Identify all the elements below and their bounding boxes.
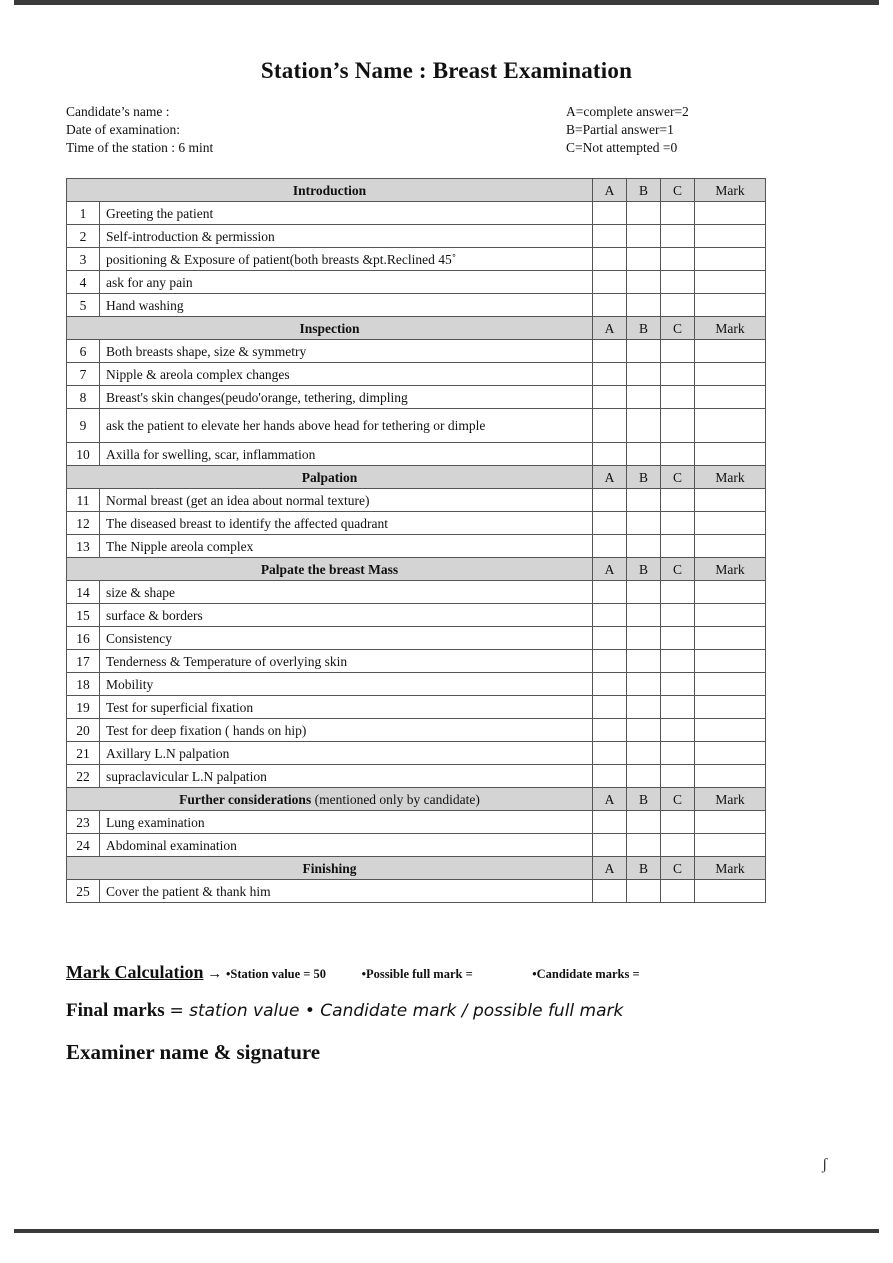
score-cell-a[interactable] xyxy=(593,386,627,409)
section-title xyxy=(67,317,593,340)
checklist-row xyxy=(67,512,766,535)
score-cell-mark[interactable] xyxy=(695,248,766,271)
bottom-border-rule xyxy=(14,1229,879,1233)
score-cell-c[interactable] xyxy=(661,880,695,903)
item-text: size & shape xyxy=(100,581,593,604)
score-cell-mark[interactable] xyxy=(695,719,766,742)
item-text: Lung examination xyxy=(100,811,593,834)
item-number: 22 xyxy=(67,765,100,788)
checklist-row xyxy=(67,627,766,650)
score-cell-a[interactable] xyxy=(593,696,627,719)
score-cell-c[interactable] xyxy=(661,248,695,271)
item-text: ask the patient to elevate her hands above head for tethering or dimple xyxy=(100,409,593,443)
score-cell-c[interactable] xyxy=(661,627,695,650)
score-cell-mark[interactable] xyxy=(695,271,766,294)
score-cell-mark[interactable] xyxy=(695,489,766,512)
item-number: 1 xyxy=(67,202,100,225)
item-number: 23 xyxy=(67,811,100,834)
item-number: 20 xyxy=(67,719,100,742)
score-cell-b[interactable] xyxy=(627,225,661,248)
score-cell-b[interactable] xyxy=(627,248,661,271)
score-cell-mark[interactable] xyxy=(695,202,766,225)
checklist-row xyxy=(67,673,766,696)
item-text: Abdominal examination xyxy=(100,834,593,857)
checklist-row xyxy=(67,811,766,834)
checklist-row xyxy=(67,248,766,271)
score-cell-mark[interactable] xyxy=(695,443,766,466)
item-number: 25 xyxy=(67,880,100,903)
score-cell-b[interactable] xyxy=(627,271,661,294)
score-cell-a[interactable] xyxy=(593,512,627,535)
column-a-header: A xyxy=(593,179,627,202)
item-text: positioning & Exposure of patient(both breasts &pt.Reclined 45˚ xyxy=(100,248,593,271)
checklist-row xyxy=(67,386,766,409)
score-cell-a[interactable] xyxy=(593,225,627,248)
score-cell-c[interactable] xyxy=(661,294,695,317)
item-number: 2 xyxy=(67,225,100,248)
score-cell-b[interactable] xyxy=(627,489,661,512)
score-cell-mark[interactable] xyxy=(695,535,766,558)
item-number: 18 xyxy=(67,673,100,696)
score-cell-c[interactable] xyxy=(661,673,695,696)
item-text: Test for deep fixation ( hands on hip) xyxy=(100,719,593,742)
score-cell-a[interactable] xyxy=(593,765,627,788)
score-cell-c[interactable] xyxy=(661,719,695,742)
checklist-row xyxy=(67,742,766,765)
score-cell-mark[interactable] xyxy=(695,880,766,903)
item-text: The Nipple areola complex xyxy=(100,535,593,558)
item-number: 16 xyxy=(67,627,100,650)
column-a-header: A xyxy=(593,857,627,880)
section-header-inspection xyxy=(67,317,766,340)
score-cell-mark[interactable] xyxy=(695,627,766,650)
item-text: surface & borders xyxy=(100,604,593,627)
score-cell-c[interactable] xyxy=(661,811,695,834)
column-a-header: A xyxy=(593,466,627,489)
score-cell-mark[interactable] xyxy=(695,696,766,719)
score-cell-mark[interactable] xyxy=(695,811,766,834)
section-title-text: Introduction xyxy=(292,182,367,198)
section-title-text: Palpation xyxy=(301,469,358,485)
score-cell-a[interactable] xyxy=(593,248,627,271)
score-cell-mark[interactable] xyxy=(695,834,766,857)
score-cell-a[interactable] xyxy=(593,489,627,512)
score-cell-a[interactable] xyxy=(593,271,627,294)
checklist-row xyxy=(67,409,766,443)
score-cell-b[interactable] xyxy=(627,512,661,535)
score-cell-c[interactable] xyxy=(661,340,695,363)
section-title-text: Inspection xyxy=(299,320,360,336)
column-mark-header: Mark xyxy=(695,857,766,880)
score-cell-c[interactable] xyxy=(661,535,695,558)
page-mark: ʃ xyxy=(822,1156,828,1173)
item-text: supraclavicular L.N palpation xyxy=(100,765,593,788)
column-a-header: A xyxy=(593,317,627,340)
item-number: 4 xyxy=(67,271,100,294)
section-title xyxy=(67,466,593,489)
item-number: 17 xyxy=(67,650,100,673)
item-text: Nipple & areola complex changes xyxy=(100,363,593,386)
section-title-text: Finishing xyxy=(302,860,357,876)
score-cell-mark[interactable] xyxy=(695,650,766,673)
score-cell-b[interactable] xyxy=(627,650,661,673)
section-note: (mentioned only by candidate) xyxy=(314,791,480,807)
column-b-header: B xyxy=(627,466,661,489)
score-cell-c[interactable] xyxy=(661,271,695,294)
score-cell-a[interactable] xyxy=(593,811,627,834)
score-cell-mark[interactable] xyxy=(695,409,766,443)
column-b-header: B xyxy=(627,857,661,880)
column-mark-header: Mark xyxy=(695,466,766,489)
examiner-signature-label: Examiner name & signature xyxy=(66,1040,321,1064)
item-text: Both breasts shape, size & symmetry xyxy=(100,340,593,363)
item-text: Axilla for swelling, scar, inflammation xyxy=(100,443,593,466)
arrow-glyph: → xyxy=(207,966,223,982)
score-cell-b[interactable] xyxy=(627,765,661,788)
checklist-row xyxy=(67,765,766,788)
item-text: Greeting the patient xyxy=(100,202,593,225)
item-number: 14 xyxy=(67,581,100,604)
column-mark-header: Mark xyxy=(695,788,766,811)
score-cell-c[interactable] xyxy=(661,834,695,857)
legend-c: C=Not attempted =0 xyxy=(566,140,678,155)
checklist-row xyxy=(67,880,766,903)
section-header-introduction xyxy=(67,179,766,202)
item-text: Axillary L.N palpation xyxy=(100,742,593,765)
score-cell-a[interactable] xyxy=(593,627,627,650)
score-cell-mark[interactable] xyxy=(695,294,766,317)
checklist-row xyxy=(67,535,766,558)
score-cell-mark[interactable] xyxy=(695,742,766,765)
column-c-header: C xyxy=(661,788,695,811)
score-cell-c[interactable] xyxy=(661,489,695,512)
score-cell-b[interactable] xyxy=(627,880,661,903)
column-b-header: B xyxy=(627,558,661,581)
item-number: 6 xyxy=(67,340,100,363)
score-cell-mark[interactable] xyxy=(695,581,766,604)
score-cell-mark[interactable] xyxy=(695,604,766,627)
item-text: Self-introduction & permission xyxy=(100,225,593,248)
mark-calculation-label: Mark Calculation xyxy=(66,962,204,982)
section-title xyxy=(67,558,593,581)
checklist-row xyxy=(67,202,766,225)
item-text: Mobility xyxy=(100,673,593,696)
item-number: 21 xyxy=(67,742,100,765)
score-cell-b[interactable] xyxy=(627,386,661,409)
score-cell-mark[interactable] xyxy=(695,225,766,248)
column-mark-header: Mark xyxy=(695,179,766,202)
score-cell-c[interactable] xyxy=(661,765,695,788)
item-text: Cover the patient & thank him xyxy=(100,880,593,903)
score-cell-b[interactable] xyxy=(627,535,661,558)
column-a-header: A xyxy=(593,558,627,581)
station-value: •Station value = 50 xyxy=(226,967,327,981)
score-cell-c[interactable] xyxy=(661,512,695,535)
checklist-row xyxy=(67,271,766,294)
score-cell-a[interactable] xyxy=(593,363,627,386)
score-cell-b[interactable] xyxy=(627,673,661,696)
section-header-further xyxy=(67,788,766,811)
section-header-finishing xyxy=(67,857,766,880)
item-number: 11 xyxy=(67,489,100,512)
score-cell-c[interactable] xyxy=(661,386,695,409)
item-number: 12 xyxy=(67,512,100,535)
item-number: 8 xyxy=(67,386,100,409)
score-cell-a[interactable] xyxy=(593,742,627,765)
column-b-header: B xyxy=(627,317,661,340)
score-cell-b[interactable] xyxy=(627,581,661,604)
checklist-row xyxy=(67,294,766,317)
score-cell-c[interactable] xyxy=(661,363,695,386)
page-title: Station’s Name : Breast Examination xyxy=(260,58,633,83)
candidate-name-label: Candidate’s name : xyxy=(66,104,170,119)
section-header-mass xyxy=(67,558,766,581)
score-cell-b[interactable] xyxy=(627,696,661,719)
score-cell-a[interactable] xyxy=(593,673,627,696)
score-cell-c[interactable] xyxy=(661,202,695,225)
possible-full-mark: •Possible full mark = xyxy=(361,967,473,981)
column-c-header: C xyxy=(661,857,695,880)
legend-b: B=Partial answer=1 xyxy=(566,122,674,137)
score-cell-a[interactable] xyxy=(593,581,627,604)
mark-calculation xyxy=(66,962,846,983)
checklist-row xyxy=(67,363,766,386)
score-cell-b[interactable] xyxy=(627,627,661,650)
score-cell-a[interactable] xyxy=(593,340,627,363)
section-title-text: Palpate the breast Mass xyxy=(260,561,399,577)
score-cell-b[interactable] xyxy=(627,409,661,443)
section-title xyxy=(67,179,593,202)
score-cell-a[interactable] xyxy=(593,604,627,627)
candidate-info xyxy=(66,103,213,157)
checklist-row xyxy=(67,696,766,719)
scoring-legend xyxy=(566,103,689,157)
section-header-palpation xyxy=(67,466,766,489)
item-number: 7 xyxy=(67,363,100,386)
final-marks-formula: = station value • Candidate mark / possible full mark xyxy=(169,1001,624,1021)
score-cell-a[interactable] xyxy=(593,535,627,558)
column-c-header: C xyxy=(661,179,695,202)
score-cell-c[interactable] xyxy=(661,409,695,443)
item-text: The diseased breast to identify the affected quadrant xyxy=(100,512,593,535)
score-cell-c[interactable] xyxy=(661,581,695,604)
score-cell-b[interactable] xyxy=(627,202,661,225)
item-text: ask for any pain xyxy=(100,271,593,294)
score-cell-mark[interactable] xyxy=(695,673,766,696)
score-cell-mark[interactable] xyxy=(695,386,766,409)
column-c-header: C xyxy=(661,317,695,340)
score-cell-c[interactable] xyxy=(661,696,695,719)
item-number: 5 xyxy=(67,294,100,317)
score-cell-b[interactable] xyxy=(627,294,661,317)
score-cell-a[interactable] xyxy=(593,880,627,903)
score-cell-mark[interactable] xyxy=(695,363,766,386)
final-marks xyxy=(66,1000,623,1022)
checklist-row xyxy=(67,604,766,627)
score-cell-b[interactable] xyxy=(627,604,661,627)
item-text: Breast's skin changes(peudo'orange, tethering, dimpling xyxy=(100,386,593,409)
checklist-row xyxy=(67,719,766,742)
score-cell-a[interactable] xyxy=(593,443,627,466)
column-c-header: C xyxy=(661,558,695,581)
score-cell-mark[interactable] xyxy=(695,512,766,535)
top-border-rule xyxy=(14,0,879,5)
station-time-label: Time of the station : 6 mint xyxy=(66,140,214,155)
score-cell-c[interactable] xyxy=(661,225,695,248)
item-number: 9 xyxy=(67,409,100,443)
score-cell-b[interactable] xyxy=(627,340,661,363)
item-number: 15 xyxy=(67,604,100,627)
score-cell-a[interactable] xyxy=(593,409,627,443)
score-cell-c[interactable] xyxy=(661,604,695,627)
item-text: Normal breast (get an idea about normal texture) xyxy=(100,489,593,512)
score-cell-a[interactable] xyxy=(593,294,627,317)
checklist-row xyxy=(67,225,766,248)
item-text: Hand washing xyxy=(100,294,593,317)
score-cell-a[interactable] xyxy=(593,834,627,857)
item-text: Test for superficial fixation xyxy=(100,696,593,719)
item-number: 10 xyxy=(67,443,100,466)
item-number: 3 xyxy=(67,248,100,271)
column-mark-header: Mark xyxy=(695,558,766,581)
section-title xyxy=(67,857,593,880)
item-text: Tenderness & Temperature of overlying skin xyxy=(100,650,593,673)
score-cell-c[interactable] xyxy=(661,742,695,765)
item-number: 13 xyxy=(67,535,100,558)
checklist-row xyxy=(67,581,766,604)
score-cell-b[interactable] xyxy=(627,719,661,742)
score-cell-mark[interactable] xyxy=(695,340,766,363)
score-cell-c[interactable] xyxy=(661,650,695,673)
column-b-header: B xyxy=(627,179,661,202)
section-title-text: Further considerations xyxy=(179,791,312,807)
column-mark-header: Mark xyxy=(695,317,766,340)
section-title xyxy=(67,788,593,811)
checklist-table xyxy=(66,178,766,903)
score-cell-c[interactable] xyxy=(661,443,695,466)
legend-a: A=complete answer=2 xyxy=(566,104,689,119)
column-a-header: A xyxy=(593,788,627,811)
column-b-header: B xyxy=(627,788,661,811)
score-cell-b[interactable] xyxy=(627,834,661,857)
item-number: 24 xyxy=(67,834,100,857)
column-c-header: C xyxy=(661,466,695,489)
checklist-row xyxy=(67,650,766,673)
checklist-row xyxy=(67,443,766,466)
score-cell-b[interactable] xyxy=(627,443,661,466)
score-cell-a[interactable] xyxy=(593,650,627,673)
item-number: 19 xyxy=(67,696,100,719)
candidate-marks: •Candidate marks = xyxy=(532,967,640,981)
score-cell-b[interactable] xyxy=(627,811,661,834)
checklist-row xyxy=(67,834,766,857)
checklist-row xyxy=(67,489,766,512)
checklist-row xyxy=(67,340,766,363)
final-marks-label: Final marks xyxy=(66,1000,165,1021)
item-text: Consistency xyxy=(100,627,593,650)
score-cell-b[interactable] xyxy=(627,363,661,386)
score-cell-b[interactable] xyxy=(627,742,661,765)
score-cell-mark[interactable] xyxy=(695,765,766,788)
score-cell-a[interactable] xyxy=(593,719,627,742)
score-cell-a[interactable] xyxy=(593,202,627,225)
exam-date-label: Date of examination: xyxy=(66,122,180,137)
